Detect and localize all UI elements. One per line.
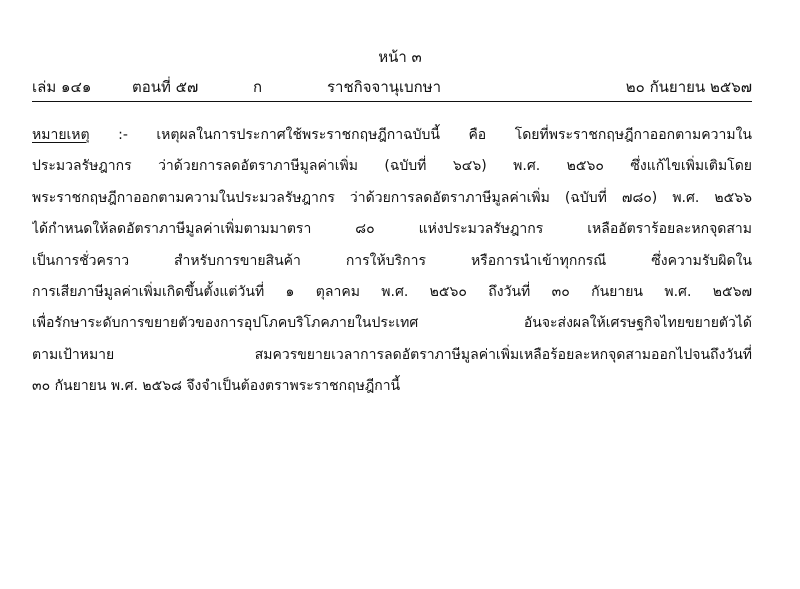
- gazette-header: [32, 77, 752, 99]
- remark-line-text: :- เหตุผลในการประกาศใช้พระราชกฤษฎีกาฉบับนี้ คือ โดยที่พระราชกฤษฎีกาออกตามความใน: [118, 127, 752, 143]
- remark-label: หมายเหตุ: [32, 127, 90, 143]
- page-number: หน้า ๓: [378, 48, 422, 66]
- header-divider: [32, 101, 752, 102]
- remark-line: การเสียภาษีมูลค่าเพิ่มเกิดขึ้นตั้งแต่วันที่ ๑ ตุลาคม พ.ศ. ๒๕๖๐ ถึงวันที่ ๓๐ กันยายน พ.ศ. ๒๕๖๗: [32, 283, 752, 300]
- section-letter: ก: [253, 78, 263, 96]
- remark-line: เพื่อรักษาระดับการขยายตัวของการอุปโภคบริโภคภายในประเทศ อันจะส่งผลให้เศรษฐกิจไทยขยายตัวได้: [32, 315, 752, 332]
- gazette-title: ราชกิจจานุเบกษา: [327, 78, 442, 96]
- remark-line: [32, 124, 752, 155]
- volume-number: เล่ม ๑๔๑: [32, 78, 92, 96]
- remark-line: ได้กำหนดให้ลดอัตราภาษีมูลค่าเพิ่มตามมาตรา ๘๐ แห่งประมวลรัษฎากร เหลืออัตราร้อยละหกจุดสาม: [32, 221, 752, 238]
- remark-line: พระราชกฤษฎีกาออกตามความในประมวลรัษฎากร ว่าด้วยการลดอัตราภาษีมูลค่าเพิ่ม (ฉบับที่ ๗๘๐) พ.ศ. ๒๕๖๖: [32, 189, 752, 206]
- remark-line: ประมวลรัษฎากร ว่าด้วยการลดอัตราภาษีมูลค่าเพิ่ม (ฉบับที่ ๖๔๖) พ.ศ. ๒๕๖๐ ซึ่งแก้ไขเพิ่มเติมโดย: [32, 158, 752, 175]
- issue-number: ตอนที่ ๕๗: [132, 78, 199, 96]
- remark-line: ตามเป้าหมาย สมควรขยายเวลาการลดอัตราภาษีมูลค่าเพิ่มเหลือร้อยละหกจุดสามออกไปจนถึงวันที่: [32, 346, 752, 363]
- remark-line: เป็นการชั่วคราว สำหรับการขายสินค้า การให้บริการ หรือการนำเข้าทุกกรณี ซึ่งความรับผิดใน: [32, 252, 752, 269]
- remark-paragraph: [32, 124, 752, 407]
- remark-line: ๓๐ กันยายน พ.ศ. ๒๕๖๘ จึงจำเป็นต้องตราพระราชกฤษฎีกานี้: [32, 378, 401, 395]
- publication-date: ๒๐ กันยายน ๒๕๖๗: [625, 78, 752, 96]
